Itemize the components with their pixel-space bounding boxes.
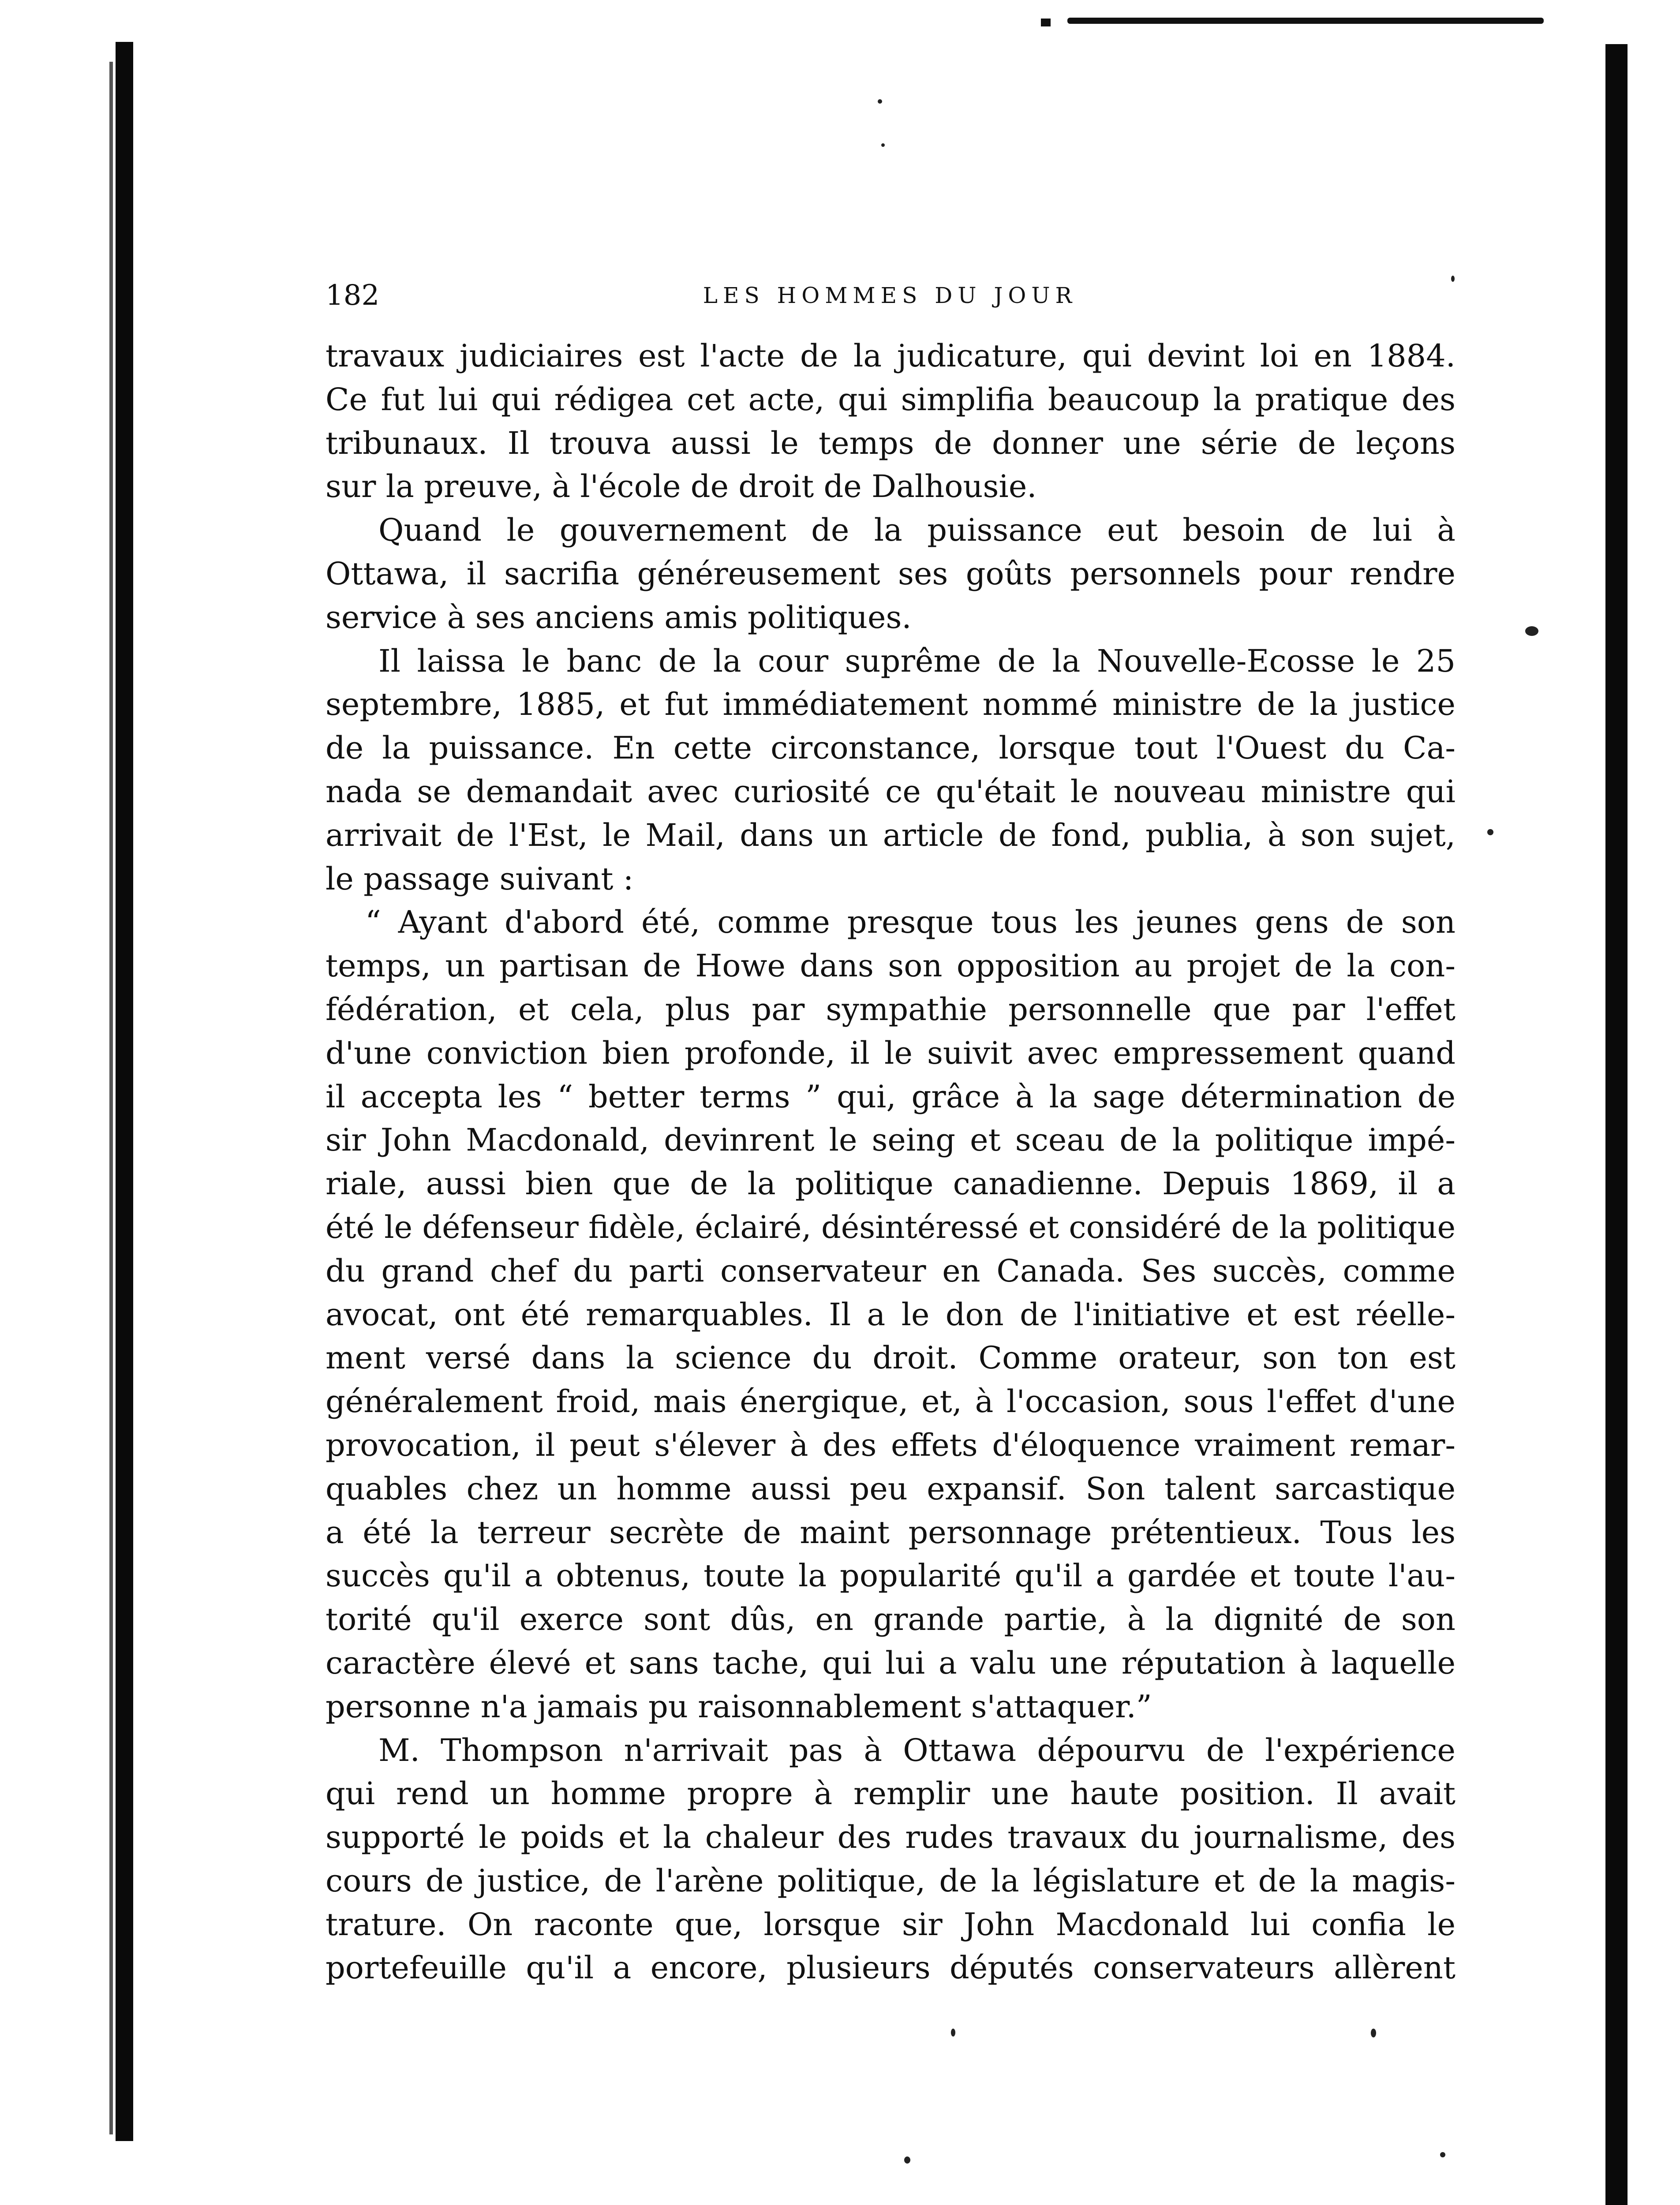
text-line: ment versé dans la science du droit. Comme orateur, son ton est [326,1340,1456,1376]
text-line: Ottawa, il sacrifia généreusement ses goûts personnels pour rendre [326,555,1456,592]
text-line: d'une conviction bien profonde, il le suivit avec empressement quand [326,1035,1456,1071]
text-line: M. Thompson n'arrivait pas à Ottawa dépourvu de l'expérience [378,1732,1456,1768]
text-line: arrivait de l'Est, le Mail, dans un article de fond, publia, à son sujet, [326,817,1456,853]
text-line: sir John Macdonald, devinrent le seing et sceau de la politique impé- [326,1122,1456,1159]
text-line: été le défenseur fidèle, éclairé, désintéressé et considéré de la politique [326,1209,1456,1245]
text-line: trature. On raconte que, lorsque sir John Macdonald lui confia le [326,1906,1456,1943]
body-text [326,334,1456,1990]
text-line: septembre, 1885, et fut immédiatement nommé ministre de la justice [326,686,1456,723]
scan-mark-top [1041,19,1051,26]
text-line: temps, un partisan de Howe dans son opposition au projet de la con- [326,948,1456,984]
scan-speck [951,2029,955,2037]
scan-speck [904,2156,910,2164]
text-line: a été la terreur secrète de maint personnage prétentieux. Tous les [326,1514,1456,1551]
text-line: qui rend un homme propre à remplir une haute position. Il avait [326,1775,1456,1812]
text-line: le passage suivant : [326,860,634,897]
text-line: succès qu'il a obtenus, toute la popularité qu'il a gardée et toute l'au- [326,1558,1456,1594]
text-line: personne n'a jamais pu raisonnablement s'attaquer.” [326,1688,1152,1725]
scan-rule-top [1067,18,1544,24]
text-line: “ Ayant d'abord été, comme presque tous les jeunes gens de son [365,904,1456,941]
page-number: 182 [326,279,380,312]
text-line: généralement froid, mais énergique, et, à l'occasion, sous l'effet d'une [326,1383,1456,1420]
scan-speck [1440,2152,1445,2157]
text-line: Quand le gouvernement de la puissance eut besoin de lui à [378,512,1456,549]
running-head [326,276,1455,315]
text-line: travaux judiciaires est l'acte de la judicature, qui devint loi en 1884. [326,338,1456,374]
text-line: portefeuille qu'il a encore, plusieurs députés conservateurs allèrent [326,1950,1456,1986]
running-title: LES HOMMES DU JOUR [703,283,1078,308]
text-line: Ce fut lui qui rédigea cet acte, qui simplifia beaucoup la pratique des [326,381,1456,418]
text-line: caractère élevé et sans tache, qui lui a valu une réputation à laquelle [326,1644,1456,1681]
scan-speck [1371,2029,1376,2037]
text-line: provocation, il peut s'élever à des effets d'éloquence vraiment remar- [326,1427,1456,1463]
scan-edge-left-thin [109,62,113,2134]
text-line: nada se demandait avec curiosité ce qu'était le nouveau ministre qui [326,773,1456,810]
text-line: supporté le poids et la chaleur des rudes travaux du journalisme, des [326,1819,1456,1856]
text-line: Il laissa le banc de la cour suprême de la Nouvelle-Ecosse le 25 [378,643,1456,679]
text-line: torité qu'il exerce sont dûs, en grande partie, à la dignité de son [326,1601,1456,1638]
scan-speck [878,99,882,104]
text-line: il accepta les “ better terms ” qui, grâce à la sage détermination de [326,1078,1456,1115]
scan-speck [1525,626,1538,636]
scan-edge-left [116,42,133,2141]
scan-speck [1487,829,1493,835]
text-line: sur la preuve, à l'école de droit de Dalhousie. [326,468,1037,505]
scan-speck [881,143,885,147]
text-line: cours de justice, de l'arène politique, de la législature et de la magis- [326,1862,1456,1899]
scan-edge-right [1605,44,1628,2205]
text-line: du grand chef du parti conservateur en Canada. Ses succès, comme [326,1252,1456,1289]
text-line: fédération, et cela, plus par sympathie personnelle que par l'effet [326,991,1456,1028]
text-line: riale, aussi bien que de la politique canadienne. Depuis 1869, il a [326,1166,1456,1202]
text-line: tribunaux. Il trouva aussi le temps de donner une série de leçons [326,425,1456,461]
text-line: avocat, ont été remarquables. Il a le don de l'initiative et est réelle- [326,1296,1456,1333]
text-line: de la puissance. En cette circonstance, lorsque tout l'Ouest du Ca- [326,730,1456,766]
text-line: quables chez un homme aussi peu expansif. Son talent sarcastique [326,1470,1456,1507]
text-line: service à ses anciens amis politiques. [326,599,912,635]
